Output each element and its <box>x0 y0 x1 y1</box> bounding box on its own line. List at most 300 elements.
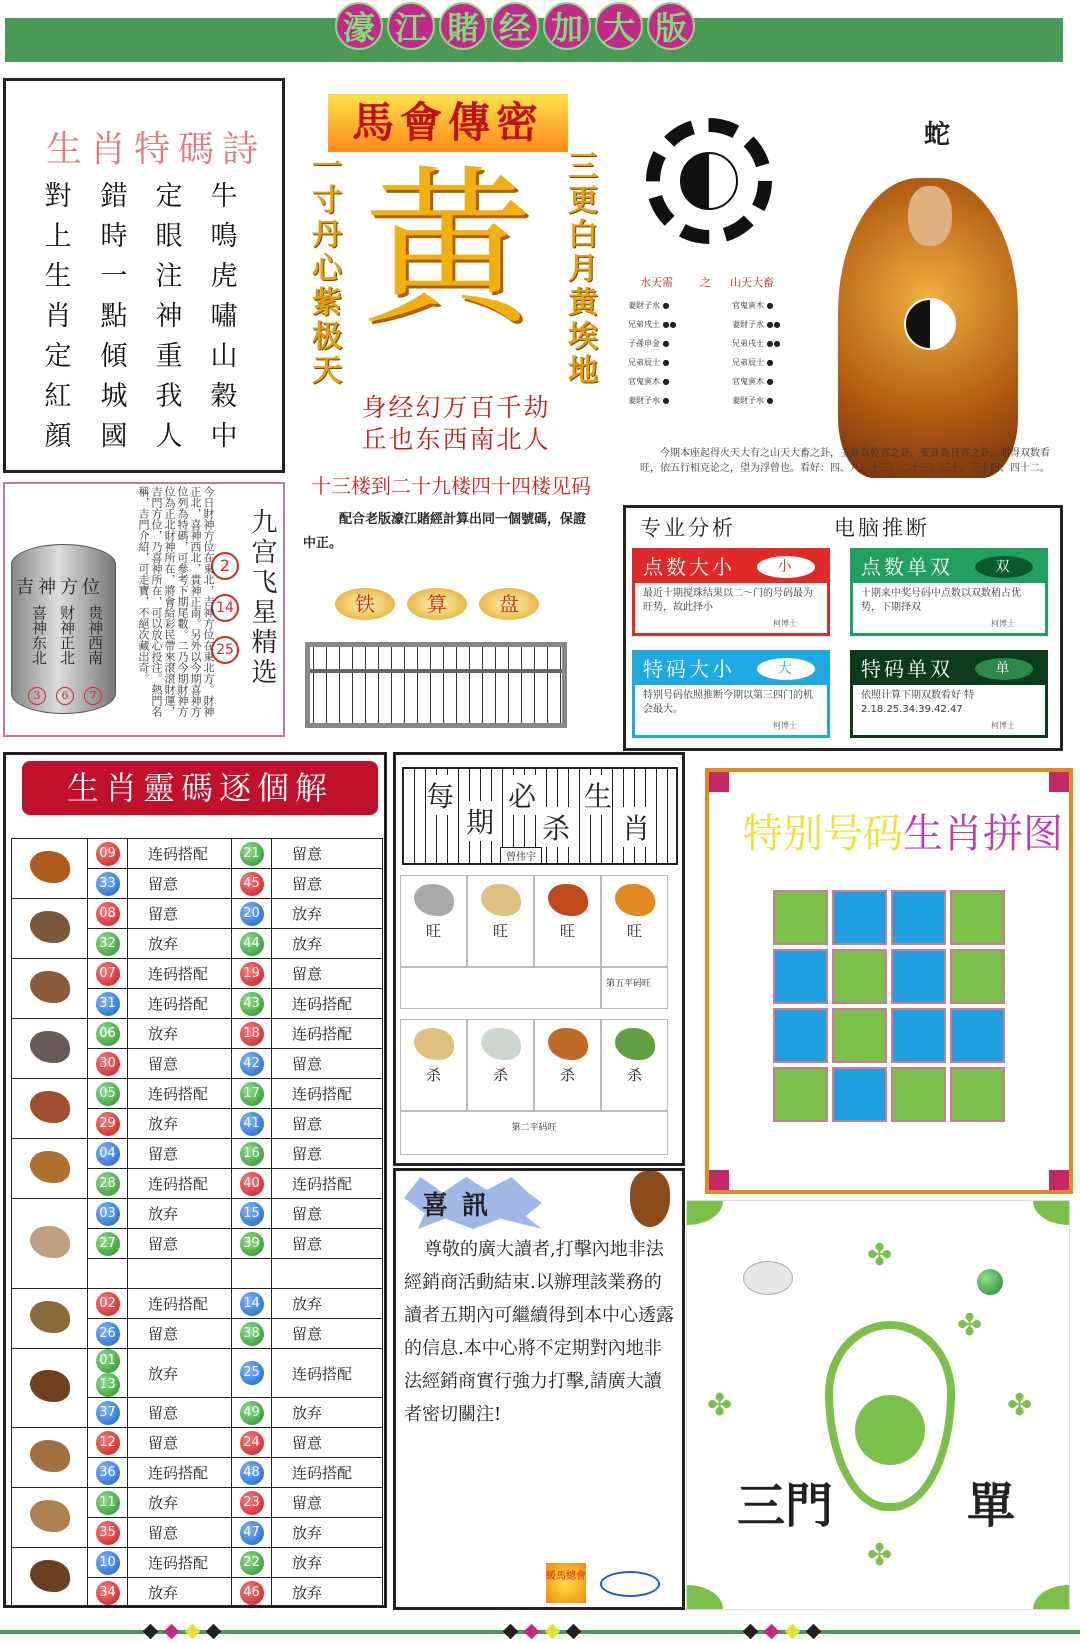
pot-col: 财神正北 <box>58 605 76 665</box>
pro-box-pill: 双 <box>975 556 1033 578</box>
sanmen-right: 單 <box>967 1478 1016 1534</box>
table-row <box>12 1289 383 1319</box>
table-row <box>12 899 383 929</box>
pro-box-text: 十期来中奖号码中点数以双数稍占优势，下期择双 <box>861 588 1021 613</box>
number-cell <box>88 839 128 869</box>
number-ball: 14 <box>240 1292 264 1316</box>
number-cell <box>88 1548 128 1578</box>
pear-icon <box>825 1321 955 1511</box>
number-cell <box>232 1398 272 1428</box>
table-row <box>12 1019 383 1049</box>
zodiac-animal-icon <box>12 1428 88 1488</box>
green-ball <box>977 1269 1003 1295</box>
number-ball: 12 <box>96 1431 120 1455</box>
number-cell <box>232 1169 272 1199</box>
status-cell: 连码搭配 <box>128 1289 232 1319</box>
status-cell: 放弃 <box>128 1578 232 1608</box>
number-cell <box>88 989 128 1019</box>
abacus-title-char: 盘 <box>479 588 539 620</box>
footer-diamond <box>503 1624 519 1640</box>
title-char: 加 <box>543 2 591 50</box>
pot-graphic <box>11 544 116 714</box>
status-cell: 连码搭配 <box>272 1019 383 1049</box>
number-cell <box>232 959 272 989</box>
table-row <box>12 1079 383 1109</box>
number-ball: 17 <box>240 1082 264 1106</box>
number-cell <box>232 1139 272 1169</box>
jiugong-number: 2 <box>211 552 239 580</box>
number-ball: 38 <box>240 1322 264 1346</box>
number-cell <box>88 1458 128 1488</box>
zodiac-animal-icon <box>12 1548 88 1608</box>
footer-diamond <box>545 1624 561 1640</box>
number-cell <box>88 1019 128 1049</box>
hex-lines-left: 妻財子水 ● 兄弟戌土 ●● 子孫申金 ● 兄弟辰土 ● 官鬼寅木 ● 妻財子水 ● <box>628 301 677 405</box>
number-ball: 29 <box>96 1112 120 1136</box>
bisha-title-char: 每 <box>426 775 454 815</box>
number-ball: 40 <box>240 1172 264 1196</box>
sha-cell: 杀 <box>400 1019 467 1111</box>
footer-diamond <box>743 1624 759 1640</box>
title-char: 賭 <box>439 2 487 50</box>
number-cell <box>232 1259 272 1289</box>
clover-icon: ✤ <box>957 1308 983 1343</box>
status-cell: 放弃 <box>272 929 383 959</box>
status-cell: 留意 <box>128 1428 232 1458</box>
puzzle-cell <box>891 1067 946 1122</box>
table-row <box>12 1548 383 1578</box>
pro-box-pill: 单 <box>975 658 1033 680</box>
number-cell <box>88 1289 128 1319</box>
number-ball: 26 <box>96 1322 120 1346</box>
pot-number: 6 <box>56 687 74 705</box>
pro-box-title: 点数大小 <box>643 555 735 579</box>
number-ball: 46 <box>240 1581 264 1605</box>
zodiac-animal-icon <box>12 1349 88 1428</box>
status-cell: 放弃 <box>128 1109 232 1139</box>
mahui-red-line: 十三楼到二十九楼四十四楼见码 <box>311 474 591 498</box>
pro-box-title: 特码大小 <box>643 657 735 681</box>
mahui-line2: 丘也东西南北人 <box>361 425 551 454</box>
mahui-right-verse: 三更白月黄埃地 <box>562 150 597 388</box>
number-ball: 44 <box>240 932 264 956</box>
signature-logo <box>600 1571 660 1597</box>
sha-cell: 杀 <box>601 1019 668 1111</box>
wang-empty <box>400 967 601 1009</box>
puzzle-cell <box>773 1008 828 1063</box>
pro-box <box>632 650 830 738</box>
sha-cell: 杀 <box>467 1019 534 1111</box>
number-cell <box>88 869 128 899</box>
number-cell <box>232 1578 272 1608</box>
number-cell <box>88 1079 128 1109</box>
footer-diamond <box>206 1624 222 1640</box>
table-row <box>12 1199 383 1229</box>
number-ball: 01 <box>96 1349 120 1373</box>
title-char: 濠 <box>335 2 383 50</box>
status-cell: 留意 <box>128 869 232 899</box>
puzzle-cell <box>891 949 946 1004</box>
clover-icon: ✤ <box>707 1388 733 1423</box>
zodiac-animal-icon <box>12 899 88 959</box>
mahui-note: 配合老版濠江賭經計算出同一個號碼，保證中正。 <box>303 512 587 551</box>
number-cell <box>232 1109 272 1139</box>
status-cell: 连码搭配 <box>128 1169 232 1199</box>
clover-icon: ✤ <box>867 1538 893 1573</box>
puzzle-cell <box>832 1008 887 1063</box>
wang-cell: 旺 <box>467 875 534 967</box>
wang-cell: 旺 <box>400 875 467 967</box>
zodiac-animal-icon <box>12 1019 88 1079</box>
status-cell: 留意 <box>272 869 383 899</box>
table-row <box>12 1428 383 1458</box>
sha-cell: 杀 <box>534 1019 601 1111</box>
puzzle-cell <box>832 949 887 1004</box>
number-ball: 06 <box>96 1022 120 1046</box>
table-row <box>12 1349 383 1398</box>
pot-number: 3 <box>28 687 46 705</box>
status-cell: 留意 <box>128 1229 232 1259</box>
footer-diamond <box>764 1624 780 1640</box>
zodiac-animal-icon <box>12 1199 88 1289</box>
pot-number: 7 <box>84 687 102 705</box>
status-cell: 留意 <box>128 1319 232 1349</box>
status-cell: 留意 <box>272 1428 383 1458</box>
poem-column: 對 上 生 肖 定 紅 顔 <box>44 181 72 452</box>
number-ball: 33 <box>96 872 120 896</box>
number-ball: 04 <box>96 1142 120 1166</box>
number-ball: 21 <box>240 842 264 866</box>
poem-box <box>3 78 285 473</box>
pro-box <box>632 548 830 636</box>
status-cell: 放弃 <box>272 899 383 929</box>
table-row <box>12 959 383 989</box>
puzzle-cell <box>950 1008 1005 1063</box>
status-cell: 留意 <box>272 1199 383 1229</box>
number-ball: 48 <box>240 1461 264 1485</box>
number-ball: 22 <box>240 1551 264 1575</box>
puzzle-cell <box>832 1067 887 1122</box>
number-cell <box>88 1319 128 1349</box>
pro-box-footer: 柯博士 <box>773 619 797 628</box>
number-ball: 30 <box>96 1052 120 1076</box>
jiugong-text: 今日財神方位在東北，吉神方位在東北方。財神正北，喜神西北，貴神正南。另外以今期喜神方位列為特碼，可參考下期尾數。二乃今期財神方位為正北財神所在，將會給彩民帶來滾滾財運，吉門方位，乃喜神所在，可以放心投注。熱門名稱，吉門介紹，可走寶，不絕次藏出奇。 <box>137 486 215 717</box>
number-ball: 35 <box>96 1521 120 1545</box>
number-cell <box>232 899 272 929</box>
number-ball: 03 <box>96 1202 120 1226</box>
number-cell <box>232 929 272 959</box>
xixun-panel <box>393 1168 685 1610</box>
horse-icon <box>630 1171 670 1227</box>
jiugong-box <box>3 482 285 737</box>
status-cell: 放弃 <box>128 929 232 959</box>
number-ball: 13 <box>96 1373 120 1397</box>
puzzle-cell <box>773 890 828 945</box>
status-cell: 连码搭配 <box>128 1079 232 1109</box>
number-cell <box>232 869 272 899</box>
jiugong-title: 九宫飞星精选 <box>247 508 277 688</box>
title-char: 江 <box>387 2 435 50</box>
number-ball: 39 <box>240 1232 264 1256</box>
number-cell <box>232 1079 272 1109</box>
number-ball: 27 <box>96 1232 120 1256</box>
number-cell <box>232 1049 272 1079</box>
status-cell: 留意 <box>128 899 232 929</box>
bisha-title-char: 必 <box>508 775 536 815</box>
status-cell: 连码搭配 <box>128 1458 232 1488</box>
number-ball: 28 <box>96 1172 120 1196</box>
number-cell <box>88 1109 128 1139</box>
number-cell <box>88 1428 128 1458</box>
number-cell <box>88 1139 128 1169</box>
number-ball: 02 <box>96 1292 120 1316</box>
zodiac-label: 蛇 <box>924 120 951 150</box>
sanmen-panel <box>686 1200 1070 1610</box>
number-ball: 25 <box>240 1361 264 1385</box>
pro-box-pill: 大 <box>757 658 815 680</box>
status-cell: 放弃 <box>128 1488 232 1518</box>
number-ball: 05 <box>96 1082 120 1106</box>
number-ball: 42 <box>240 1052 264 1076</box>
number-cell <box>88 1169 128 1199</box>
mahui-panel <box>295 80 605 730</box>
footer-bar <box>0 1630 1080 1634</box>
abacus-title-char: 算 <box>407 588 467 620</box>
number-cell <box>232 1458 272 1488</box>
pro-box-footer: 柯博士 <box>991 619 1015 628</box>
number-cell <box>232 1428 272 1458</box>
number-cell <box>232 1229 272 1259</box>
number-cell <box>232 1548 272 1578</box>
number-ball: 41 <box>240 1112 264 1136</box>
puzzle-cell <box>950 949 1005 1004</box>
status-cell: 放弃 <box>128 1349 232 1398</box>
number-cell <box>232 1488 272 1518</box>
puzzle-panel <box>705 768 1073 1194</box>
status-cell: 连码搭配 <box>272 989 383 1019</box>
number-cell <box>88 1049 128 1079</box>
footer-diamond <box>185 1624 201 1640</box>
status-cell: 放弃 <box>272 1578 383 1608</box>
number-ball: 31 <box>96 992 120 1016</box>
pro-box-title: 特码单双 <box>861 657 953 681</box>
bagua-icon <box>646 118 772 244</box>
hex-mid: 之 <box>700 276 711 289</box>
status-cell: 连码搭配 <box>128 839 232 869</box>
puzzle-cell <box>950 890 1005 945</box>
number-cell <box>88 929 128 959</box>
xixun-text: 尊敬的廣大讀者,打擊內地非法經銷商活動結束.以辦理該業務的讀者五期內可繼續得到本中心透露的信息.本中心將不定期對內地非法經銷商實行強力打擊,請廣大讀者密切關注! <box>404 1239 674 1425</box>
number-cell <box>88 959 128 989</box>
number-ball: 23 <box>240 1491 264 1515</box>
footer-diamond <box>785 1624 801 1640</box>
bisha-title-char: 期 <box>466 801 494 841</box>
poem-column: 定 眼 注 神 重 我 人 <box>155 181 183 452</box>
puzzle-cell <box>832 890 887 945</box>
number-ball: 07 <box>96 962 120 986</box>
number-ball: 11 <box>96 1491 120 1515</box>
sha-note: 第二平码旺 <box>400 1111 668 1155</box>
pro-box <box>850 548 1048 636</box>
hex-lines-right: 官鬼寅木 ● 妻財子水 ●● 兄弟戌土 ●● 兄弟辰土 ● 官鬼寅木 ● 妻財子水 ● <box>732 301 781 405</box>
number-cell <box>232 1019 272 1049</box>
zodiac-animal-icon <box>12 1079 88 1139</box>
number-ball: 16 <box>240 1142 264 1166</box>
sanmen-left: 三門 <box>737 1478 834 1534</box>
pro-box-footer: 柯博士 <box>991 721 1015 730</box>
wang-note: 第五平码旺 <box>601 967 668 1009</box>
lingma-panel <box>3 752 387 1608</box>
number-cell <box>232 1199 272 1229</box>
status-cell: 连码搭配 <box>128 959 232 989</box>
status-cell <box>128 1259 232 1289</box>
number-cell <box>88 1488 128 1518</box>
status-cell: 留意 <box>272 959 383 989</box>
status-cell: 留意 <box>128 1518 232 1548</box>
abacus-title-char: 铁 <box>335 588 395 620</box>
number-cell <box>88 1259 128 1289</box>
number-cell <box>88 1349 128 1398</box>
xixun-stamp: 緩馬總會 <box>546 1563 586 1603</box>
number-ball: 15 <box>240 1202 264 1226</box>
status-cell: 留意 <box>272 1319 383 1349</box>
number-ball: 10 <box>96 1551 120 1575</box>
status-cell: 连码搭配 <box>128 1548 232 1578</box>
number-cell <box>88 1518 128 1548</box>
number-ball: 08 <box>96 902 120 926</box>
number-ball: 24 <box>240 1431 264 1455</box>
status-cell: 放弃 <box>272 1518 383 1548</box>
number-ball: 20 <box>240 902 264 926</box>
status-cell: 连码搭配 <box>272 1349 383 1398</box>
number-ball: 09 <box>96 842 120 866</box>
puzzle-title: 特别号码生肖拼图 <box>743 811 1063 857</box>
number-cell <box>88 899 128 929</box>
clover-icon: ✤ <box>867 1238 893 1273</box>
bagua-text: 今期本座起得火天大有之山天大畜之卦，主卦為乾宮之卦，变卦為艮宮之卦，測得双数看旺，依五行相克论之，望为浮曾也。看好：四、八、十三、二十三、三十、三十四、四十二。 <box>640 448 1050 474</box>
number-ball: 32 <box>96 932 120 956</box>
status-cell: 留意 <box>272 1139 383 1169</box>
status-cell: 连码搭配 <box>128 989 232 1019</box>
number-cell <box>232 1289 272 1319</box>
number-ball: 49 <box>240 1401 264 1425</box>
table-row <box>12 1139 383 1169</box>
pro-box-footer: 柯博士 <box>773 721 797 730</box>
number-cell <box>88 1199 128 1229</box>
footer-diamond <box>806 1624 822 1640</box>
status-cell: 放弃 <box>272 1548 383 1578</box>
number-cell <box>232 839 272 869</box>
status-cell: 放弃 <box>128 1199 232 1229</box>
status-cell: 留意 <box>272 1109 383 1139</box>
lingma-table <box>11 838 383 1608</box>
status-cell: 留意 <box>272 1488 383 1518</box>
jiugong-number: 14 <box>211 594 239 622</box>
puzzle-cell <box>891 1008 946 1063</box>
rabbit-icon <box>743 1261 793 1295</box>
number-cell <box>232 1319 272 1349</box>
status-cell: 留意 <box>128 1049 232 1079</box>
status-cell: 留意 <box>128 1139 232 1169</box>
status-cell <box>272 1259 383 1289</box>
puzzle-cell <box>891 890 946 945</box>
number-cell <box>232 1349 272 1398</box>
zodiac-animal-icon <box>12 1488 88 1548</box>
pro-left-title: 专业分析 <box>640 516 736 540</box>
number-cell <box>232 989 272 1019</box>
bisha-stamp: 曾伟宇 <box>500 847 542 864</box>
jiugong-number: 25 <box>211 636 239 664</box>
number-ball: 19 <box>240 962 264 986</box>
status-cell: 放弃 <box>128 1019 232 1049</box>
number-ball: 45 <box>240 872 264 896</box>
number-ball: 47 <box>240 1521 264 1545</box>
table-row <box>12 1488 383 1518</box>
zodiac-animal-icon <box>12 959 88 1019</box>
number-cell <box>232 1518 272 1548</box>
pro-box-text: 依照计算下期双数看好 特2.18.25.34.39.42.47 <box>861 690 975 715</box>
number-cell <box>88 1398 128 1428</box>
mahui-title: 馬會傳密 <box>328 94 568 152</box>
bisha-title-char: 肖 <box>622 807 650 847</box>
zodiac-animal-icon <box>12 1139 88 1199</box>
poem-column: 錯 時 一 點 傾 城 國 <box>100 181 128 452</box>
title-char: 经 <box>491 2 539 50</box>
puzzle-grid <box>773 890 1009 1126</box>
puzzle-cell <box>773 1067 828 1122</box>
pot-col: 喜神东北 <box>30 605 48 665</box>
pro-box-title: 点数单双 <box>861 555 953 579</box>
pot-title: 吉神方位 <box>16 577 104 598</box>
footer-diamond <box>164 1624 180 1640</box>
pro-box <box>850 650 1048 738</box>
status-cell: 连码搭配 <box>272 1079 383 1109</box>
number-ball: 37 <box>96 1401 120 1425</box>
pro-box-pill: 小 <box>757 556 815 578</box>
footer-diamond <box>524 1624 540 1640</box>
clover-icon: ✤ <box>1007 1388 1033 1423</box>
bisha-panel <box>393 752 685 1166</box>
pro-box-text: 最近十期搅珠结果以二～门的号码最为旺势，故此择小 <box>643 588 813 613</box>
mahui-line1: 身经幻万百千劫 <box>361 393 551 422</box>
abacus <box>305 642 567 728</box>
zodiac-animal-icon <box>12 1289 88 1349</box>
footer-diamond <box>566 1624 582 1640</box>
status-cell: 连码搭配 <box>272 1169 383 1199</box>
status-cell: 放弃 <box>272 1398 383 1428</box>
number-cell <box>88 1229 128 1259</box>
bagua-panel <box>628 60 1068 500</box>
sage-figure <box>838 178 1018 478</box>
number-ball: 43 <box>240 992 264 1016</box>
wang-cell: 旺 <box>601 875 668 967</box>
pro-box-text: 特别号码依照推断今期以第三四门的机会最大。 <box>643 690 813 715</box>
hex-left: 水天需 <box>640 276 673 289</box>
title-char: 版 <box>647 2 695 50</box>
number-ball: 36 <box>96 1461 120 1485</box>
status-cell: 留意 <box>272 1049 383 1079</box>
bisha-fence <box>402 767 678 865</box>
pro-right-title: 电脑推断 <box>834 516 930 540</box>
bisha-title-char: 杀 <box>542 807 570 847</box>
status-cell: 留意 <box>272 839 383 869</box>
bisha-title-char: 生 <box>584 775 612 815</box>
puzzle-cell <box>950 1067 1005 1122</box>
mahui-big-char: 黄 <box>362 151 533 349</box>
number-ball: 18 <box>240 1022 264 1046</box>
pro-panel <box>623 505 1063 751</box>
status-cell: 留意 <box>128 1398 232 1428</box>
